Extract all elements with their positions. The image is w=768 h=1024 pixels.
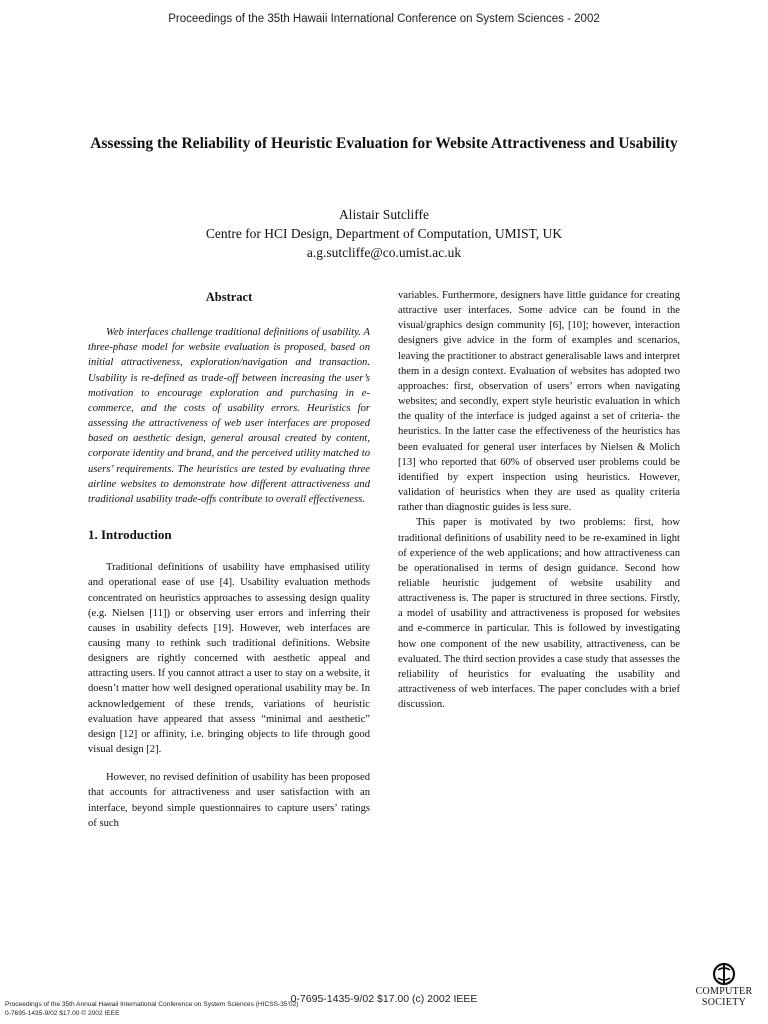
footer-copyright: 0-7695-1435-9/02 $17.00 (c) 2002 IEEE [290,993,478,1005]
logo-text-computer: COMPUTER [695,986,753,997]
author-name: Alistair Sutcliffe [338,207,430,222]
ieee-emblem-icon [711,962,737,986]
paper-title: Assessing the Reliability of Heuristic Evaluation for Website Attractiveness and Usability [90,135,678,152]
footer-citation-line-2: 0-7695-1435-9/02 $17.00 © 2002 IEEE [5,1010,120,1017]
abstract-heading: Abstract [205,290,253,304]
intro-paragraph-1: Traditional definitions of usability have emphasised utility and operational ease of use [4]. Usability evaluation methods concentrated on heuristics approaches to assessing design quality (e.g. Nielsen [11]) or observing user errors and inferring their causes in usability defects [19]. However, web interfaces are causing many to rethink such traditional definitions. Website designers are rightly concerned with aesthetic appeal and attracting users. If you cannot attract a user to stay on a website, it doesn’t matter how well designed operational usability may be. In acknowledgement of these trends, variations of heuristic evaluation have appeared that assess “minimal and aesthetic” design [12] or affinity, i.e. bringing objects to life through good visual design [2]. [88,562,370,756]
left-column [88,288,370,831]
section-heading-introduction: 1. Introduction [88,527,172,543]
author-affiliation: Centre for HCI Design, Department of Computation, UMIST, UK [205,226,563,241]
footer-citation [5,1000,299,1018]
intro-paragraph-3: This paper is motivated by two problems: first, how traditional definitions of usability need to be re-examined in light of experience of the web applications; and how attractiveness can be operationalised in terms of design guidance. Second how reliable heuristic judgement of website usability and attractiveness is. The paper is structured in three sections. Firstly, a model of usability and attractiveness is proposed for websites and e-commerce in particular. This is followed by investigating how one component of the new usability, attractiveness, can be evaluated. The third section provides a case study that assesses the reliability of heuristics for evaluating the usability and attractiveness of web interfaces. The paper concludes with a brief discussion. [398,517,680,711]
footer-citation-line-1: Proceedings of the 35th Annual Hawaii International Conference on System Sciences (HICSS-35’02) [5,1001,299,1008]
intro-paragraph-2: However, no revised definition of usability has been proposed that accounts for attractiveness and user satisfaction with an interface, beyond simple questionnaires to capture users’ ratings of such [88,772,370,829]
computer-society-logo [688,962,760,1008]
right-column [398,288,680,712]
intro-paragraph-2-continued: variables. Furthermore, designers have little guidance for creating attractive user interfaces. Some advice can be found in the visual/graphics design community [6], [10]; however, interaction designers give advice in the form of examples and scenarios, leaving the practitioner to abstract generalisable laws and interpret them in a design context. Evaluation of websites has adopted two approaches: first, observation of users’ errors when navigating websites; and secondly, expert style heuristic evaluation in which the quality of the interface is judged against a set of criteria- the heuristics. In the latter case the effectiveness of the heuristics has been evaluated for general user interfaces by Nielsen & Molich [13] who reported that 60% of observed user problems could be identified by expert inspection using heuristics. However, validation of heuristics when they are used as quality criteria rather than diagnostic guides is less sure. [398,290,680,514]
logo-text-society: SOCIETY [701,997,747,1008]
abstract-text: Web interfaces challenge traditional definitions of usability. A three-phase model for website evaluation is proposed, based on initial attractiveness, exploration/navigation and transaction. Usability is re-defined as trade-off between increasing the user’s motivation to encourage exploration and purchasing in e-commerce, and the costs of usability errors. Heuristics for assessing the attractiveness of web user interfaces are proposed based on aesthetic design, general arousal created by content, corporate identity and brand, and the perceived utility matched to users’ requirements. The heuristics are tested by evaluating three airline websites to demonstrate how different attractiveness and traditional usability trade-offs contribute to overall effectiveness. [88,327,370,505]
author-block [0,205,768,262]
running-head: Proceedings of the 35th Hawaii International Conference on System Sciences - 2002 [168,13,600,25]
author-email: a.g.sutcliffe@co.umist.ac.uk [306,245,462,260]
